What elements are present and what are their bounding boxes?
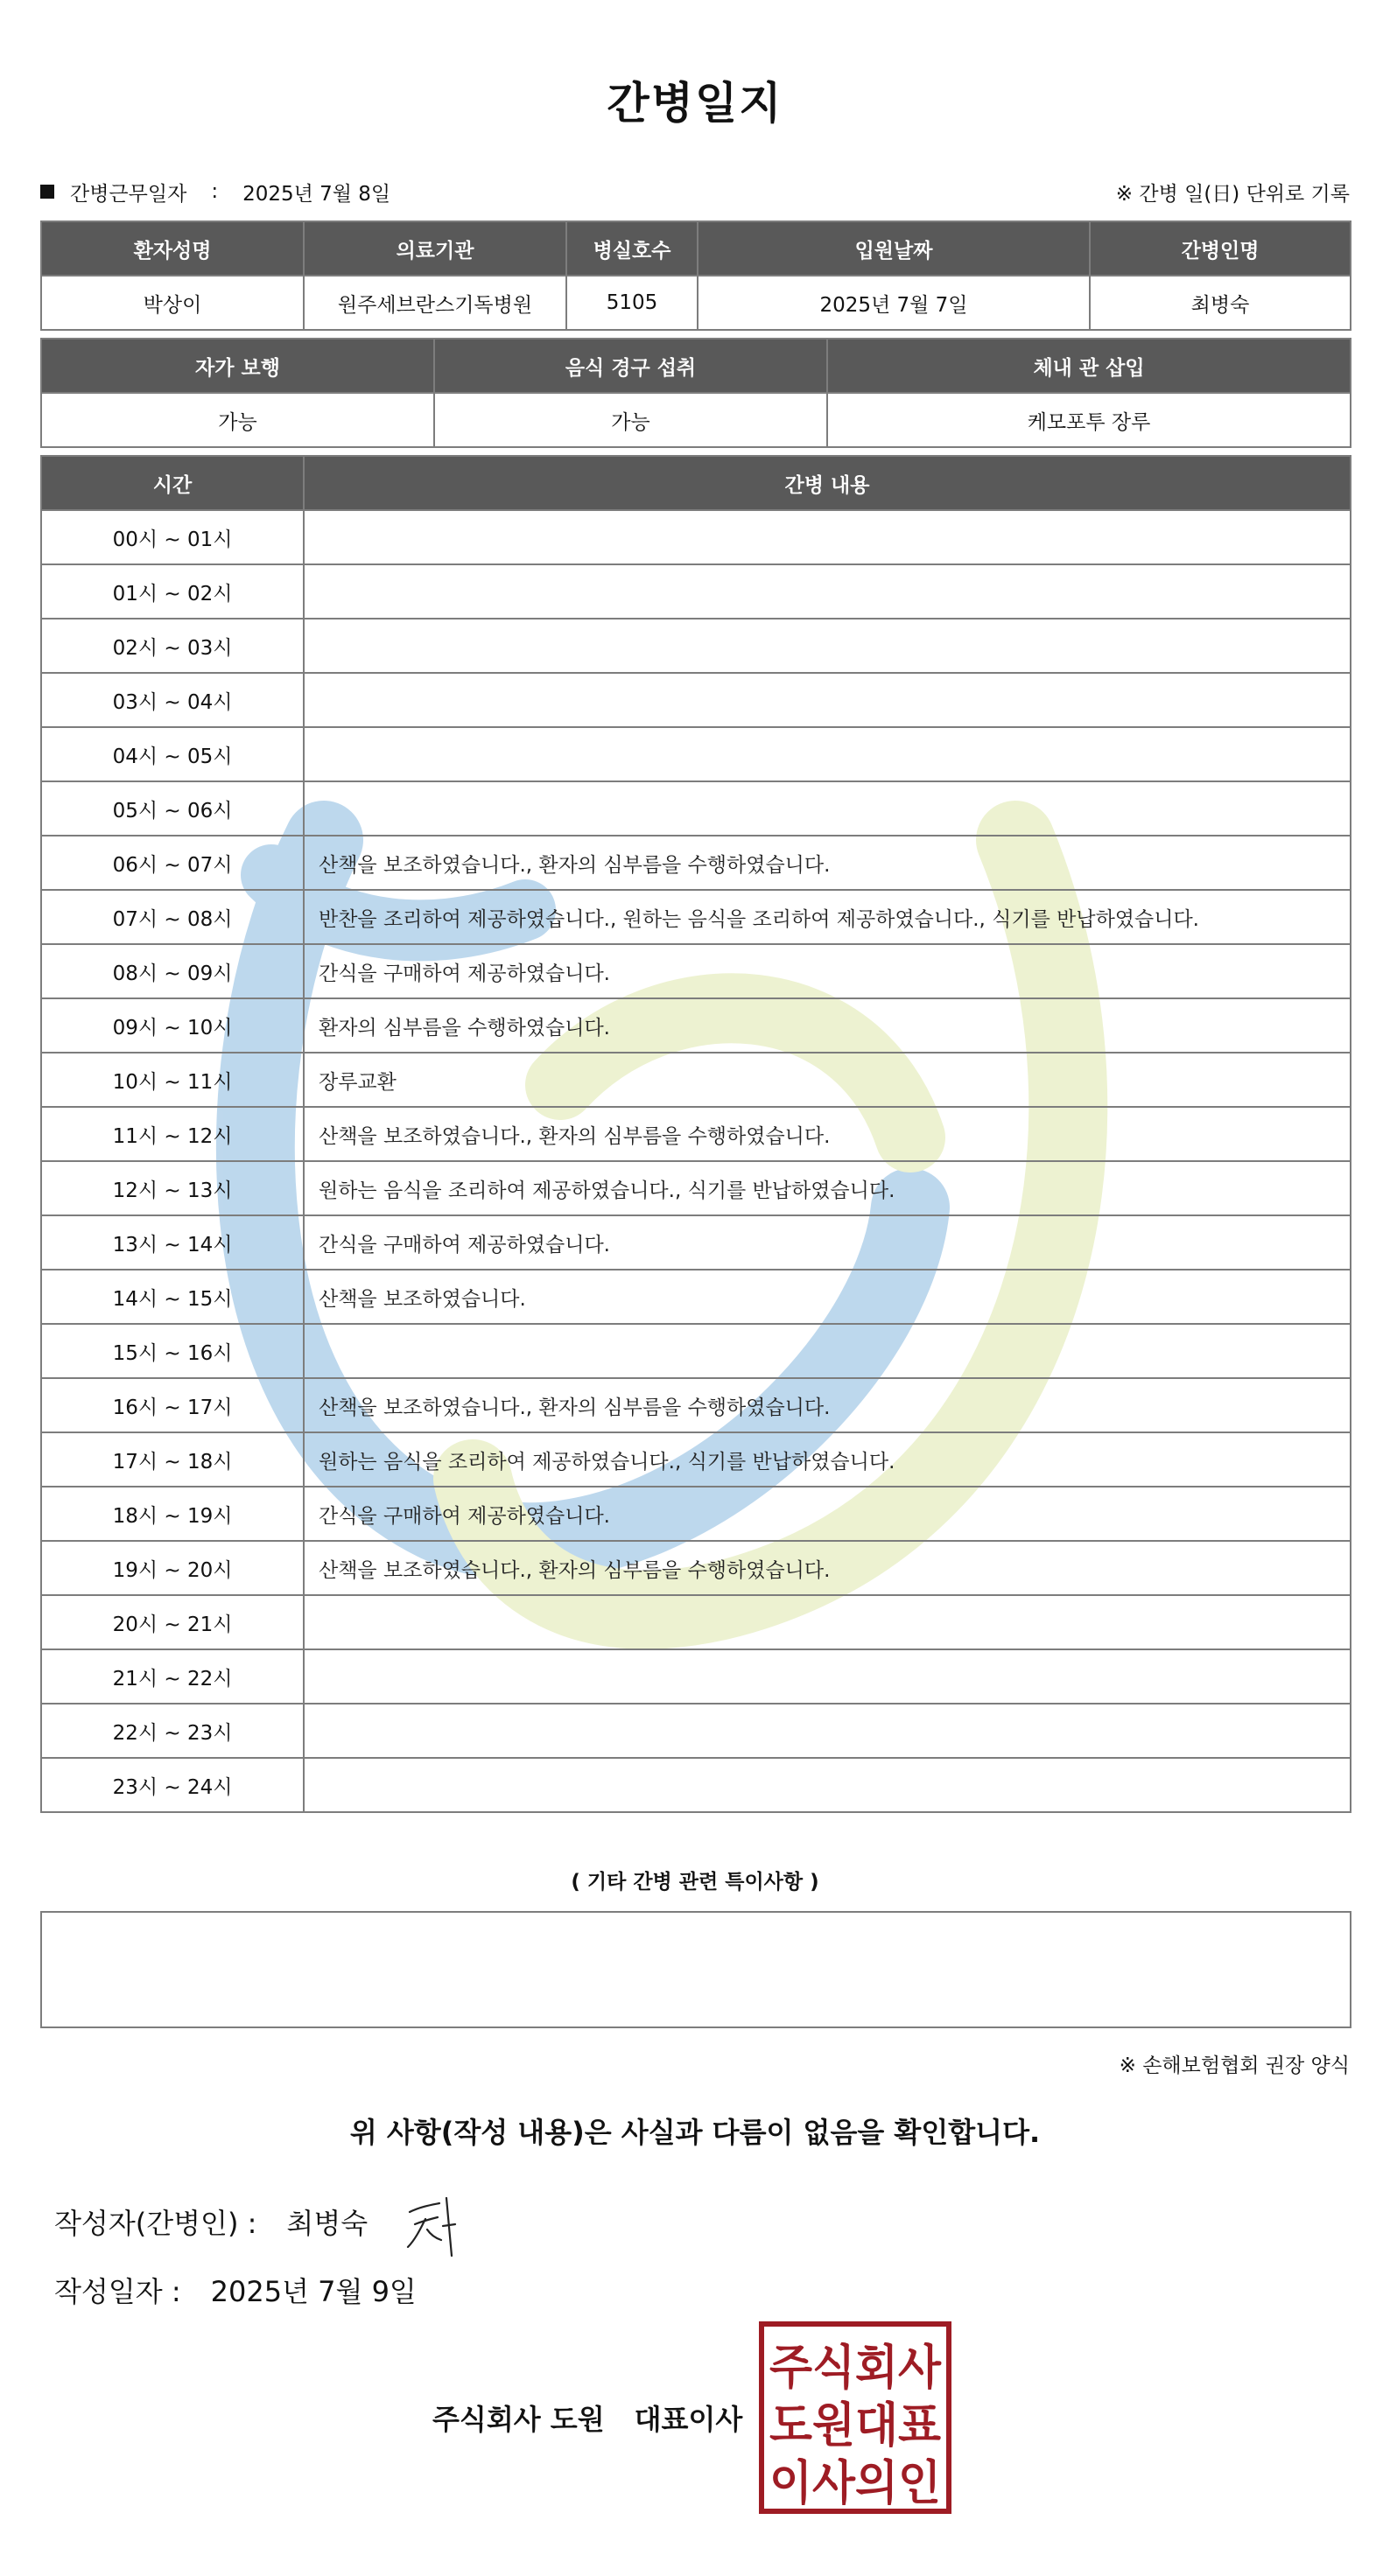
log-row [41,1324,1351,1378]
log-time-cell: 06시 ~ 07시 [41,836,304,890]
log-row [41,1215,1351,1270]
log-time-cell: 01시 ~ 02시 [41,564,304,619]
patient-value-row [41,276,1351,330]
written-date-line [54,2270,417,2310]
company-signature [432,2398,742,2438]
header-care-content: 간병 내용 [304,456,1351,510]
log-time-cell: 20시 ~ 21시 [41,1595,304,1649]
patient-info-table [40,220,1351,331]
log-row [41,1649,1351,1704]
status-value-row [41,393,1351,447]
patient-name: 박상이 [41,276,304,330]
log-time-cell: 18시 ~ 19시 [41,1487,304,1541]
log-time-cell: 09시 ~ 10시 [41,998,304,1053]
log-row [41,1270,1351,1324]
log-row [41,619,1351,673]
writer-line [54,2202,368,2242]
log-content-cell: 원하는 음식을 조리하여 제공하였습니다., 식기를 반납하였습니다. [304,1161,1351,1215]
room-number: 5105 [566,276,698,330]
log-content-cell [304,1595,1351,1649]
bullet-square-icon [40,185,54,199]
log-content-cell [304,1758,1351,1812]
header-time: 시간 [41,456,304,510]
special-notes-box [40,1911,1351,2028]
log-time-cell: 04시 ~ 05시 [41,727,304,781]
log-row [41,1432,1351,1487]
written-date-label: 작성일자 : [54,2275,181,2308]
log-content-cell [304,1324,1351,1378]
log-row [41,836,1351,890]
confirmation-statement: 위 사항(작성 내용)은 사실과 다름이 없음을 확인합니다. [349,2116,1041,2149]
log-row [41,1487,1351,1541]
log-time-cell: 19시 ~ 20시 [41,1541,304,1595]
log-content-cell: 간식을 구매하여 제공하였습니다. [304,944,1351,998]
log-time-cell: 17시 ~ 18시 [41,1432,304,1487]
log-content-cell [304,510,1351,564]
log-time-cell: 03시 ~ 04시 [41,673,304,727]
oral-intake-value: 가능 [434,393,827,447]
written-date-value: 2025년 7월 9일 [210,2275,417,2308]
log-row [41,1378,1351,1432]
page-title: 간병일지 [607,78,783,129]
header-patient-name: 환자성명 [41,221,304,276]
log-time-cell: 05시 ~ 06시 [41,781,304,836]
log-content-cell: 산책을 보조하였습니다., 환자의 심부름을 수행하였습니다. [304,1107,1351,1161]
caregiver-name: 최병숙 [1090,276,1351,330]
log-content-cell: 산책을 보조하였습니다., 환자의 심부름을 수행하였습니다. [304,836,1351,890]
company-seal-stamp [758,2320,952,2515]
log-time-cell: 22시 ~ 23시 [41,1704,304,1758]
log-time-cell: 21시 ~ 22시 [41,1649,304,1704]
work-date-label: 간병근무일자 [70,182,187,206]
header-tube-insertion: 체내 관 삽입 [827,339,1351,393]
work-date-block [40,178,390,206]
log-content-cell [304,619,1351,673]
log-row [41,781,1351,836]
log-time-cell: 15시 ~ 16시 [41,1324,304,1378]
log-content-cell [304,673,1351,727]
work-date-row [40,173,1350,210]
log-content-cell: 산책을 보조하였습니다., 환자의 심부름을 수행하였습니다. [304,1541,1351,1595]
log-row [41,1107,1351,1161]
log-content-cell [304,564,1351,619]
stamp-text-line: 이사의인 [769,2455,941,2510]
log-header-row [41,456,1351,510]
log-content-cell [304,727,1351,781]
log-time-cell: 07시 ~ 08시 [41,890,304,944]
status-header-row [41,339,1351,393]
log-content-cell: 산책을 보조하였습니다. [304,1270,1351,1324]
header-room-number: 병실호수 [566,221,698,276]
log-row [41,1595,1351,1649]
log-row [41,1758,1351,1812]
writer-name: 최병숙 [286,2207,369,2240]
log-time-cell: 00시 ~ 01시 [41,510,304,564]
log-row [41,1053,1351,1107]
log-content-cell: 산책을 보조하였습니다., 환자의 심부름을 수행하였습니다. [304,1378,1351,1432]
handwritten-signature [404,2194,462,2258]
log-content-cell: 원하는 음식을 조리하여 제공하였습니다., 식기를 반납하였습니다. [304,1432,1351,1487]
log-time-cell: 13시 ~ 14시 [41,1215,304,1270]
writer-label: 작성자(간병인) : [54,2207,257,2240]
patient-header-row [41,221,1351,276]
special-notes-title: ( 기타 간병 관련 특이사항 ) [571,1871,819,1894]
form-source-note: ※ 손해보험협회 권장 양식 [1119,2054,1350,2077]
log-content-cell [304,1649,1351,1704]
log-time-cell: 10시 ~ 11시 [41,1053,304,1107]
log-row [41,564,1351,619]
log-content-cell: 간식을 구매하여 제공하였습니다. [304,1215,1351,1270]
log-content-cell [304,781,1351,836]
record-unit-note: ※ 간병 일(日) 단위로 기록 [1115,182,1350,206]
log-row [41,673,1351,727]
log-time-cell: 14시 ~ 15시 [41,1270,304,1324]
work-date-colon: : [211,180,219,203]
log-row [41,510,1351,564]
log-content-cell: 간식을 구매하여 제공하였습니다. [304,1487,1351,1541]
log-time-cell: 12시 ~ 13시 [41,1161,304,1215]
patient-status-table [40,338,1351,448]
log-content-cell: 반찬을 조리하여 제공하였습니다., 원하는 음식을 조리하여 제공하였습니다., 식기를 반납하였습니다. [304,890,1351,944]
log-row [41,1161,1351,1215]
admission-date: 2025년 7월 7일 [698,276,1090,330]
stamp-text-line: 주식회사 [769,2340,942,2395]
log-time-cell: 11시 ~ 12시 [41,1107,304,1161]
stamp-text-line: 도원대표 [769,2398,941,2453]
tube-insertion-value: 케모포투 장루 [827,393,1351,447]
log-content-cell [304,1704,1351,1758]
log-row [41,944,1351,998]
header-admission-date: 입원날짜 [698,221,1090,276]
log-time-cell: 08시 ~ 09시 [41,944,304,998]
hospital-name: 원주세브란스기독병원 [304,276,566,330]
header-caregiver-name: 간병인명 [1090,221,1351,276]
company-name: 주식회사 도원 [432,2403,605,2436]
care-log-table [40,455,1351,1813]
self-walking-value: 가능 [41,393,434,447]
header-oral-intake: 음식 경구 섭취 [434,339,827,393]
company-title: 대표이사 [634,2403,743,2436]
log-row [41,890,1351,944]
log-row [41,1704,1351,1758]
header-self-walking: 자가 보행 [41,339,434,393]
log-time-cell: 16시 ~ 17시 [41,1378,304,1432]
log-content-cell: 환자의 심부름을 수행하였습니다. [304,998,1351,1053]
log-body [41,510,1351,1812]
log-time-cell: 02시 ~ 03시 [41,619,304,673]
log-content-cell: 장루교환 [304,1053,1351,1107]
log-row [41,1541,1351,1595]
log-time-cell: 23시 ~ 24시 [41,1758,304,1812]
work-date-value: 2025년 7월 8일 [242,182,391,206]
log-row [41,727,1351,781]
log-row [41,998,1351,1053]
header-hospital: 의료기관 [304,221,566,276]
